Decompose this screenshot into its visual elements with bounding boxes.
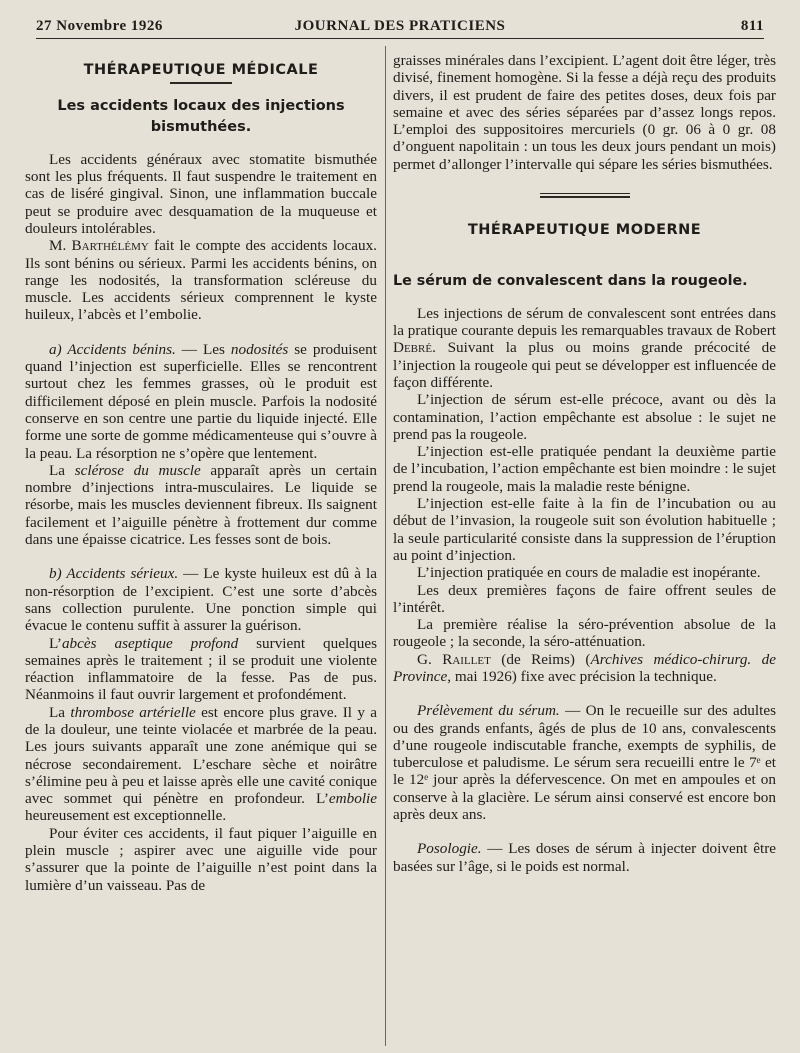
paragraph: La sclérose du muscle apparaît après un certain nombre d’injections intra-musculaires. Le liquide se résorbe, mais les muscles deviennent fibreux. Ils saignent facilement et l’aiguille pénètre à frottement dur comme dans une épaisse cicatrice. Les fesses sont de bois. xyxy=(25,461,377,549)
paragraph: La thrombose artérielle est encore plus grave. Il y a de la douleur, une teinte violacée et marbrée de la peau. Les jours suivants apparaît une zone anémique qui se nécrose secondairement. L’eschare sèche et noirâtre s’élimine peu à peu et laisse après elle une cavité conique avec sommet qui pénètre en profondeur. L’embolie heureusement est exceptionnelle. xyxy=(25,703,377,825)
article-title-left: Les accidents locaux des injections bismuthées. xyxy=(57,97,345,135)
paragraph: a) Accidents bénins. — Les nodosités se produisent quand l’injection est superficielle. Elles se rencontrent surtout chez les femmes grasses, où le produit est difficilement déposé en plein muscle. Parfois la nodosité conserve en son centre une partie du liquide injecté. Elle forme une sorte de gomme médicamenteuse qui s’ouvre à la peau. La résorption ne s’opère que lentement. xyxy=(25,340,377,462)
paragraph: L’injection de sérum est-elle précoce, avant ou dès la contamination, l’action empêchante est absolue : le sujet ne prend pas la rougeole. xyxy=(393,391,776,443)
paragraph: G. Raillet (de Reims) (Archives médico-chirurg. de Province, mai 1926) fixe avec précision la technique. xyxy=(393,650,776,685)
right-column xyxy=(393,52,776,875)
paragraph: Les injections de sérum de convalescent sont entrées dans la pratique courante depuis les remarquables travaux de Robert Debré. Suivant la plus ou moins grande précocité de l’injection la rougeole qui peut se développer est influencée de façon différente. xyxy=(393,304,776,391)
paragraph: Les deux premières façons de faire offrent seules de l’intérêt. xyxy=(393,581,776,616)
paragraph: La première réalise la séro-prévention absolue de la rougeole ; la seconde, la séro-atténuation. xyxy=(393,616,776,651)
paragraph: M. Barthélémy fait le compte des accidents locaux. Ils sont bénins ou sérieux. Parmi les accidents bénins, on range les nodosités, la transformation scléreuse du muscle. Les accidents sérieux comprennent le kyste huileux, l’abcès et l’embolie. xyxy=(25,237,377,324)
section-title-right: THÉRAPEUTIQUE MODERNE xyxy=(467,221,702,238)
running-header xyxy=(36,14,764,39)
paragraph: Les accidents généraux avec stomatite bismuthée sont les plus fréquents. Il faut suspendre le traitement en cas de liséré gingival. Sinon, une inflammation buccale peut se produire avec desquamation de la muqueuse et douleurs intolérables. xyxy=(25,150,377,237)
subsection-label: a) Accidents bénins. xyxy=(49,340,176,358)
paragraph: L’abcès aseptique profond survient quelques semaines après le traitement ; il se produit une violente réaction inflammatoire de la fesse. Pas de pus. Néanmoins il faut ouvrir largement et profondément. xyxy=(25,634,378,704)
header-page-number: 811 xyxy=(740,18,764,34)
author-name: Barthélémy xyxy=(71,237,149,255)
section-underline-left xyxy=(170,82,232,84)
paragraph: Prélèvement du sérum. — On le recueille sur des adultes ou des grands enfants, âgés de plus de 10 ans, convalescents d’une rougeole indiscutable franche, exempts de syphilis, de tuberculose et paludisme. Le sérum sera recueilli entre le 7ᵉ et le 12ᵉ jour après la défervescence. On met en ampoules et on conserve à la glacière. Le sérum ainsi conservé est encore bon après deux ans. xyxy=(393,702,776,824)
section-title-left: THÉRAPEUTIQUE MÉDICALE xyxy=(83,62,319,78)
header-date: 27 Novembre 1926 xyxy=(36,18,163,34)
article-title-right: Le sérum de convalescent dans la rougeole. xyxy=(393,273,748,290)
header-journal-title: JOURNAL DES PRATICIENS xyxy=(294,18,506,34)
author-name: Debré xyxy=(393,339,433,357)
left-column xyxy=(25,54,377,894)
subsection-label: Posologie. xyxy=(417,840,482,858)
column-divider xyxy=(385,46,386,1046)
subsection-label: b) Accidents sérieux. xyxy=(49,565,179,583)
paragraph: L’injection est-elle pratiquée pendant la deuxième partie de l’incubation, l’action empêchante est bien moindre : le sujet prend la rougeole, mais la maladie reste bénigne. xyxy=(393,443,776,495)
paragraph: L’injection pratiquée en cours de maladie est inopérante. xyxy=(417,564,761,582)
subsection-label: Prélèvement du sérum. xyxy=(417,702,560,720)
author-name: Raillet xyxy=(442,650,491,668)
paragraph: Posologie. — Les doses de sérum à injecter doivent être basées sur l’âge, si le poids est normal. xyxy=(393,840,776,875)
section-separator xyxy=(540,193,630,198)
paragraph: L’injection est-elle faite à la fin de l’incubation ou au début de l’invasion, la rougeole suit son évolution habituelle ; la seule particularité consiste dans la suppression de l’éruption au point d’injection. xyxy=(393,495,776,564)
paragraph: graisses minérales dans l’excipient. L’agent doit être léger, très divisé, finement homogène. Si la fesse a déjà reçu des produits divers, il est prudent de faire des petites doses, deux fois par semaine et avec des séries séparées par d’assez longs repos. L’emploi des suppositoires mercuriels (0 gr. 06 à 0 gr. 08 d’onguent napolitain : un tous les deux jours pendant un mois) permet d’allonger l’intervalle qui sépare les séries bismuthées. xyxy=(393,52,776,173)
paragraph: b) Accidents sérieux. — Le kyste huileux est dû à la non-résorption de l’excipient. C’est une sorte d’abcès sans collection purulente. Une ponction simple qui évacue le contenu suffit à assurer la guérison. xyxy=(25,565,377,635)
paragraph: Pour éviter ces accidents, il faut piquer l’aiguille en plein muscle ; aspirer avec une aiguille vide pour s’assurer que la pointe de l’aiguille n’est point dans la lumière d’un vaisseau. Pas de xyxy=(25,824,377,894)
source-title: Archives médico-chirurg. de Province xyxy=(393,650,776,685)
